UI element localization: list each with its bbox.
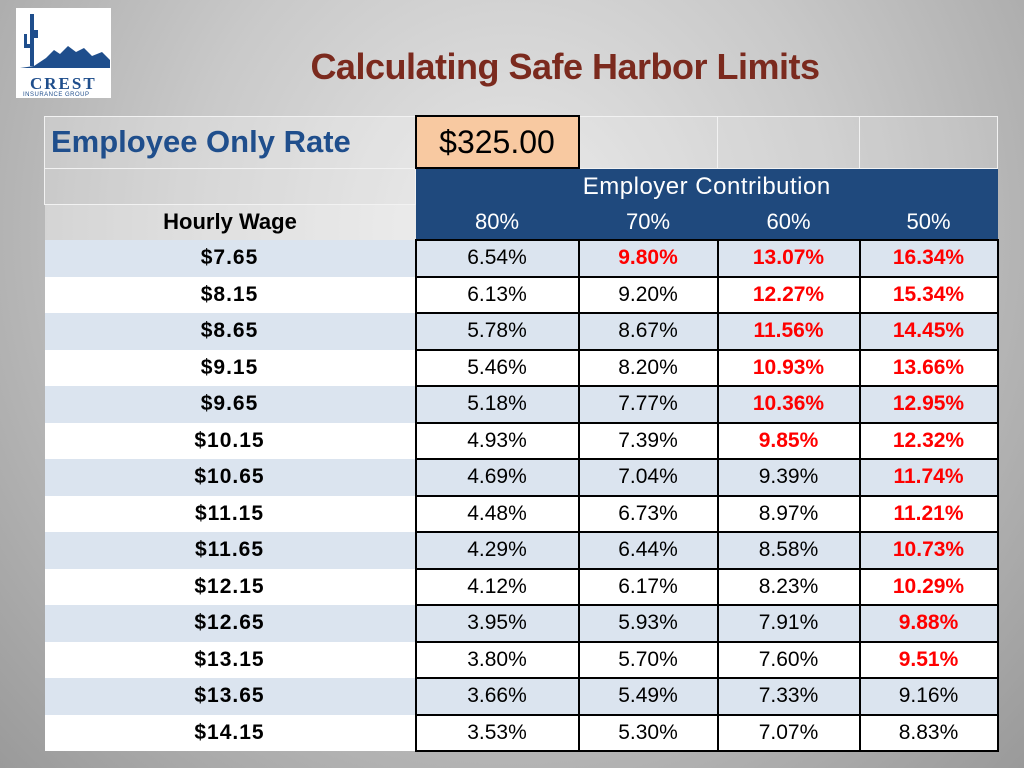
column-header-50: 50% (860, 204, 998, 240)
percentage-cell: 5.46% (416, 350, 579, 387)
percentage-cell: 9.51% (860, 642, 998, 679)
percentage-cell: 9.16% (860, 678, 998, 715)
table-row (45, 496, 998, 533)
hourly-wage-cell: $10.65 (45, 459, 416, 496)
hourly-wage-cell: $9.15 (45, 350, 416, 387)
percentage-cell: 9.20% (579, 277, 718, 314)
percentage-cell: 7.91% (718, 605, 860, 642)
percentage-cell: 11.56% (718, 313, 860, 350)
percentage-cell: 12.95% (860, 386, 998, 423)
percentage-cell: 8.97% (718, 496, 860, 533)
table-row (45, 386, 998, 423)
rate-row (45, 116, 998, 168)
percentage-cell: 7.07% (718, 715, 860, 752)
percentage-cell: 5.30% (579, 715, 718, 752)
empty-header-cell (718, 116, 860, 168)
percentage-cell: 8.23% (718, 569, 860, 606)
percentage-cell: 16.34% (860, 240, 998, 277)
percentage-cell: 10.73% (860, 532, 998, 569)
percentage-cell: 7.77% (579, 386, 718, 423)
hourly-wage-cell: $13.15 (45, 642, 416, 679)
table-row (45, 459, 998, 496)
percentage-cell: 4.48% (416, 496, 579, 533)
percentage-cell: 4.12% (416, 569, 579, 606)
cactus-mountain-logo-icon (16, 8, 111, 74)
percentage-cell: 10.93% (718, 350, 860, 387)
hourly-wage-cell: $12.15 (45, 569, 416, 606)
column-header-70: 70% (579, 204, 718, 240)
percentage-cell: 15.34% (860, 277, 998, 314)
logo-subtitle: INSURANCE GROUP (23, 92, 90, 98)
percentage-cell: 12.27% (718, 277, 860, 314)
percentage-cell: 9.80% (579, 240, 718, 277)
crest-logo (16, 8, 111, 98)
percentage-cell: 3.66% (416, 678, 579, 715)
empty-header-cell (45, 168, 416, 204)
percentage-cell: 8.83% (860, 715, 998, 752)
percentage-cell: 7.33% (718, 678, 860, 715)
table-row (45, 423, 998, 460)
hourly-wage-cell: $14.15 (45, 715, 416, 752)
table-row (45, 277, 998, 314)
percentage-cell: 13.07% (718, 240, 860, 277)
table-row (45, 605, 998, 642)
percentage-cell: 3.53% (416, 715, 579, 752)
percentage-cell: 7.04% (579, 459, 718, 496)
percentage-cell: 13.66% (860, 350, 998, 387)
table-row (45, 569, 998, 606)
empty-header-cell (860, 116, 998, 168)
percentage-cell: 5.18% (416, 386, 579, 423)
table-row (45, 350, 998, 387)
safe-harbor-table (44, 115, 999, 752)
percentage-cell: 6.13% (416, 277, 579, 314)
percentage-cell: 5.49% (579, 678, 718, 715)
logo-name: CREST (30, 74, 97, 93)
hourly-wage-header: Hourly Wage (45, 204, 416, 240)
table-row (45, 532, 998, 569)
percentage-cell: 3.95% (416, 605, 579, 642)
percentage-cell: 9.88% (860, 605, 998, 642)
percentage-cell: 12.32% (860, 423, 998, 460)
group-header-row (45, 168, 998, 204)
employee-only-rate-value[interactable]: $325.00 (416, 116, 579, 168)
percentage-cell: 10.29% (860, 569, 998, 606)
percentage-cell: 10.36% (718, 386, 860, 423)
empty-header-cell (579, 116, 718, 168)
percentage-cell: 11.21% (860, 496, 998, 533)
percentage-cell: 8.20% (579, 350, 718, 387)
percentage-cell: 4.29% (416, 532, 579, 569)
hourly-wage-cell: $13.65 (45, 678, 416, 715)
percentage-cell: 6.73% (579, 496, 718, 533)
hourly-wage-cell: $8.15 (45, 277, 416, 314)
percentage-cell: 4.69% (416, 459, 579, 496)
percentage-cell: 5.93% (579, 605, 718, 642)
percentage-cell: 5.70% (579, 642, 718, 679)
column-header-80: 80% (416, 204, 579, 240)
percentage-cell: 5.78% (416, 313, 579, 350)
table-row (45, 642, 998, 679)
percentage-cell: 6.17% (579, 569, 718, 606)
hourly-wage-cell: $11.65 (45, 532, 416, 569)
employee-only-rate-label: Employee Only Rate (45, 116, 416, 168)
percentage-cell: 6.44% (579, 532, 718, 569)
table-row (45, 715, 998, 752)
percentage-cell: 9.39% (718, 459, 860, 496)
percentage-cell: 6.54% (416, 240, 579, 277)
table-row (45, 678, 998, 715)
table-row (45, 240, 998, 277)
page-title: Calculating Safe Harbor Limits (310, 46, 820, 87)
table-row (45, 313, 998, 350)
hourly-wage-cell: $11.15 (45, 496, 416, 533)
hourly-wage-cell: $7.65 (45, 240, 416, 277)
column-header-row (45, 204, 998, 240)
hourly-wage-cell: $8.65 (45, 313, 416, 350)
percentage-cell: 14.45% (860, 313, 998, 350)
percentage-cell: 7.60% (718, 642, 860, 679)
percentage-cell: 9.85% (718, 423, 860, 460)
percentage-cell: 8.58% (718, 532, 860, 569)
hourly-wage-cell: $12.65 (45, 605, 416, 642)
percentage-cell: 8.67% (579, 313, 718, 350)
percentage-cell: 11.74% (860, 459, 998, 496)
employer-contribution-header: Employer Contribution (416, 168, 998, 204)
hourly-wage-cell: $9.65 (45, 386, 416, 423)
percentage-cell: 7.39% (579, 423, 718, 460)
column-header-60: 60% (718, 204, 860, 240)
percentage-cell: 3.80% (416, 642, 579, 679)
percentage-cell: 4.93% (416, 423, 579, 460)
hourly-wage-cell: $10.15 (45, 423, 416, 460)
